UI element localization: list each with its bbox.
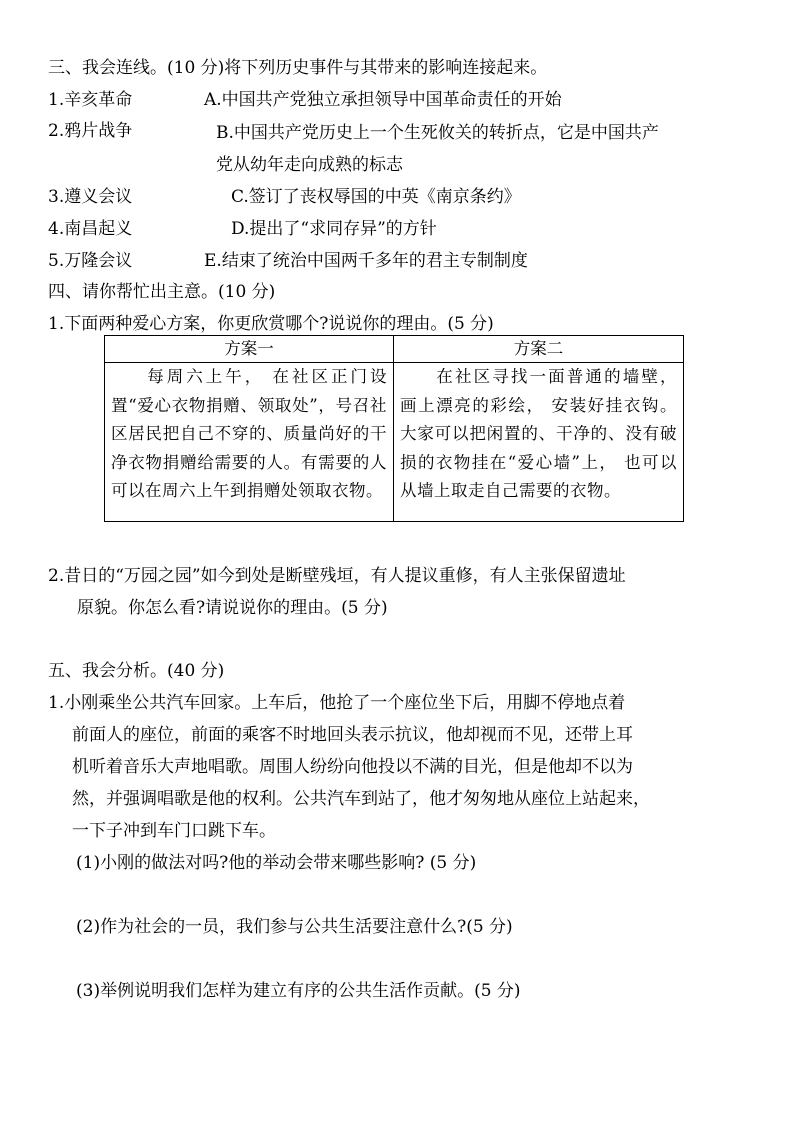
table-row [105, 363, 684, 522]
question-text: 2.昔日的“万园之园”如今到处是断壁残垣，有人提议重修，有人主张保留遗址 [48, 566, 626, 586]
question-text-continued: 前面人的座位，前面的乘客不时地回头表示抗议，他却视而不见，还带上耳 [72, 725, 633, 745]
question-text-continued: 原貌。你怎么看?请说说你的理由。(5 分) [77, 598, 388, 618]
impact-item: C.签订了丧权辱国的中英《南京条约》 [231, 187, 521, 207]
plans-table [104, 335, 684, 522]
table-header-plan-two: 方案二 [394, 336, 684, 363]
table-header-plan-one: 方案一 [105, 336, 394, 363]
question-text-continued: 一下子冲到车门口跳下车。 [72, 821, 276, 841]
impact-item: D.提出了“求同存异”的方针 [231, 219, 437, 239]
question-text-continued: 机听着音乐大声地唱歌。周围人纷纷向他投以不满的目光，但是他却不以为 [72, 757, 633, 777]
plan-one-text: 每周六上午， 在社区正门设置“爱心衣物捐赠、领取处”，号召社区居民把自己不穿的、质量尚好的干净衣物捐赠给需要的人。有需要的人可以在周六上午到捐赠处领取衣物。 [111, 367, 387, 500]
impact-item: B.中国共产党历史上一个生死攸关的转折点，它是中国共产 [216, 123, 659, 143]
table-header-row [105, 336, 684, 363]
table-cell-plan-one [105, 363, 394, 522]
event-item: 4.南昌起义 [48, 219, 133, 239]
question-text-continued: 然，并强调唱歌是他的权利。公共汽车到站了，他才匆匆地从座位上站起来， [72, 789, 650, 809]
event-item: 2.鸦片战争 [48, 121, 133, 141]
question-text: 1.下面两种爱心方案，你更欣赏哪个?说说你的理由。(5 分) [48, 314, 494, 334]
impact-item: A.中国共产党独立承担领导中国革命责任的开始 [204, 90, 562, 110]
plan-two-text: 在社区寻找一面普通的墙壁， 画上漂亮的彩绘， 安装好挂衣钩。大家可以把闲置的、干净的、没有破损的衣物挂在“爱心墙”上， 也可以从墙上取走自己需要的衣物。 [400, 367, 677, 500]
sub-question: (3)举例说明我们怎样为建立有序的公共生活作贡献。(5 分) [76, 981, 521, 1001]
event-item: 3.遵义会议 [48, 187, 133, 207]
section4-heading: 四、请你帮忙出主意。(10 分) [48, 282, 276, 302]
sub-question: (1)小刚的做法对吗?他的举动会带来哪些影响? (5 分) [76, 853, 477, 873]
event-item: 1.辛亥革命 [48, 90, 133, 110]
section5-heading: 五、我会分析。(40 分) [48, 661, 225, 681]
section3-heading: 三、我会连线。(10 分)将下列历史事件与其带来的影响连接起来。 [48, 58, 548, 78]
question-text: 1.小刚乘坐公共汽车回家。上车后，他抢了一个座位坐下后，用脚不停地点着 [48, 693, 626, 713]
sub-question: (2)作为社会的一员，我们参与公共生活要注意什么?(5 分) [76, 917, 513, 937]
event-item: 5.万隆会议 [48, 251, 133, 271]
impact-item: E.结束了统治中国两千多年的君主专制制度 [204, 251, 528, 271]
impact-item-continued: 党从幼年走向成熟的标志 [216, 155, 403, 175]
table-cell-plan-two [394, 363, 684, 522]
